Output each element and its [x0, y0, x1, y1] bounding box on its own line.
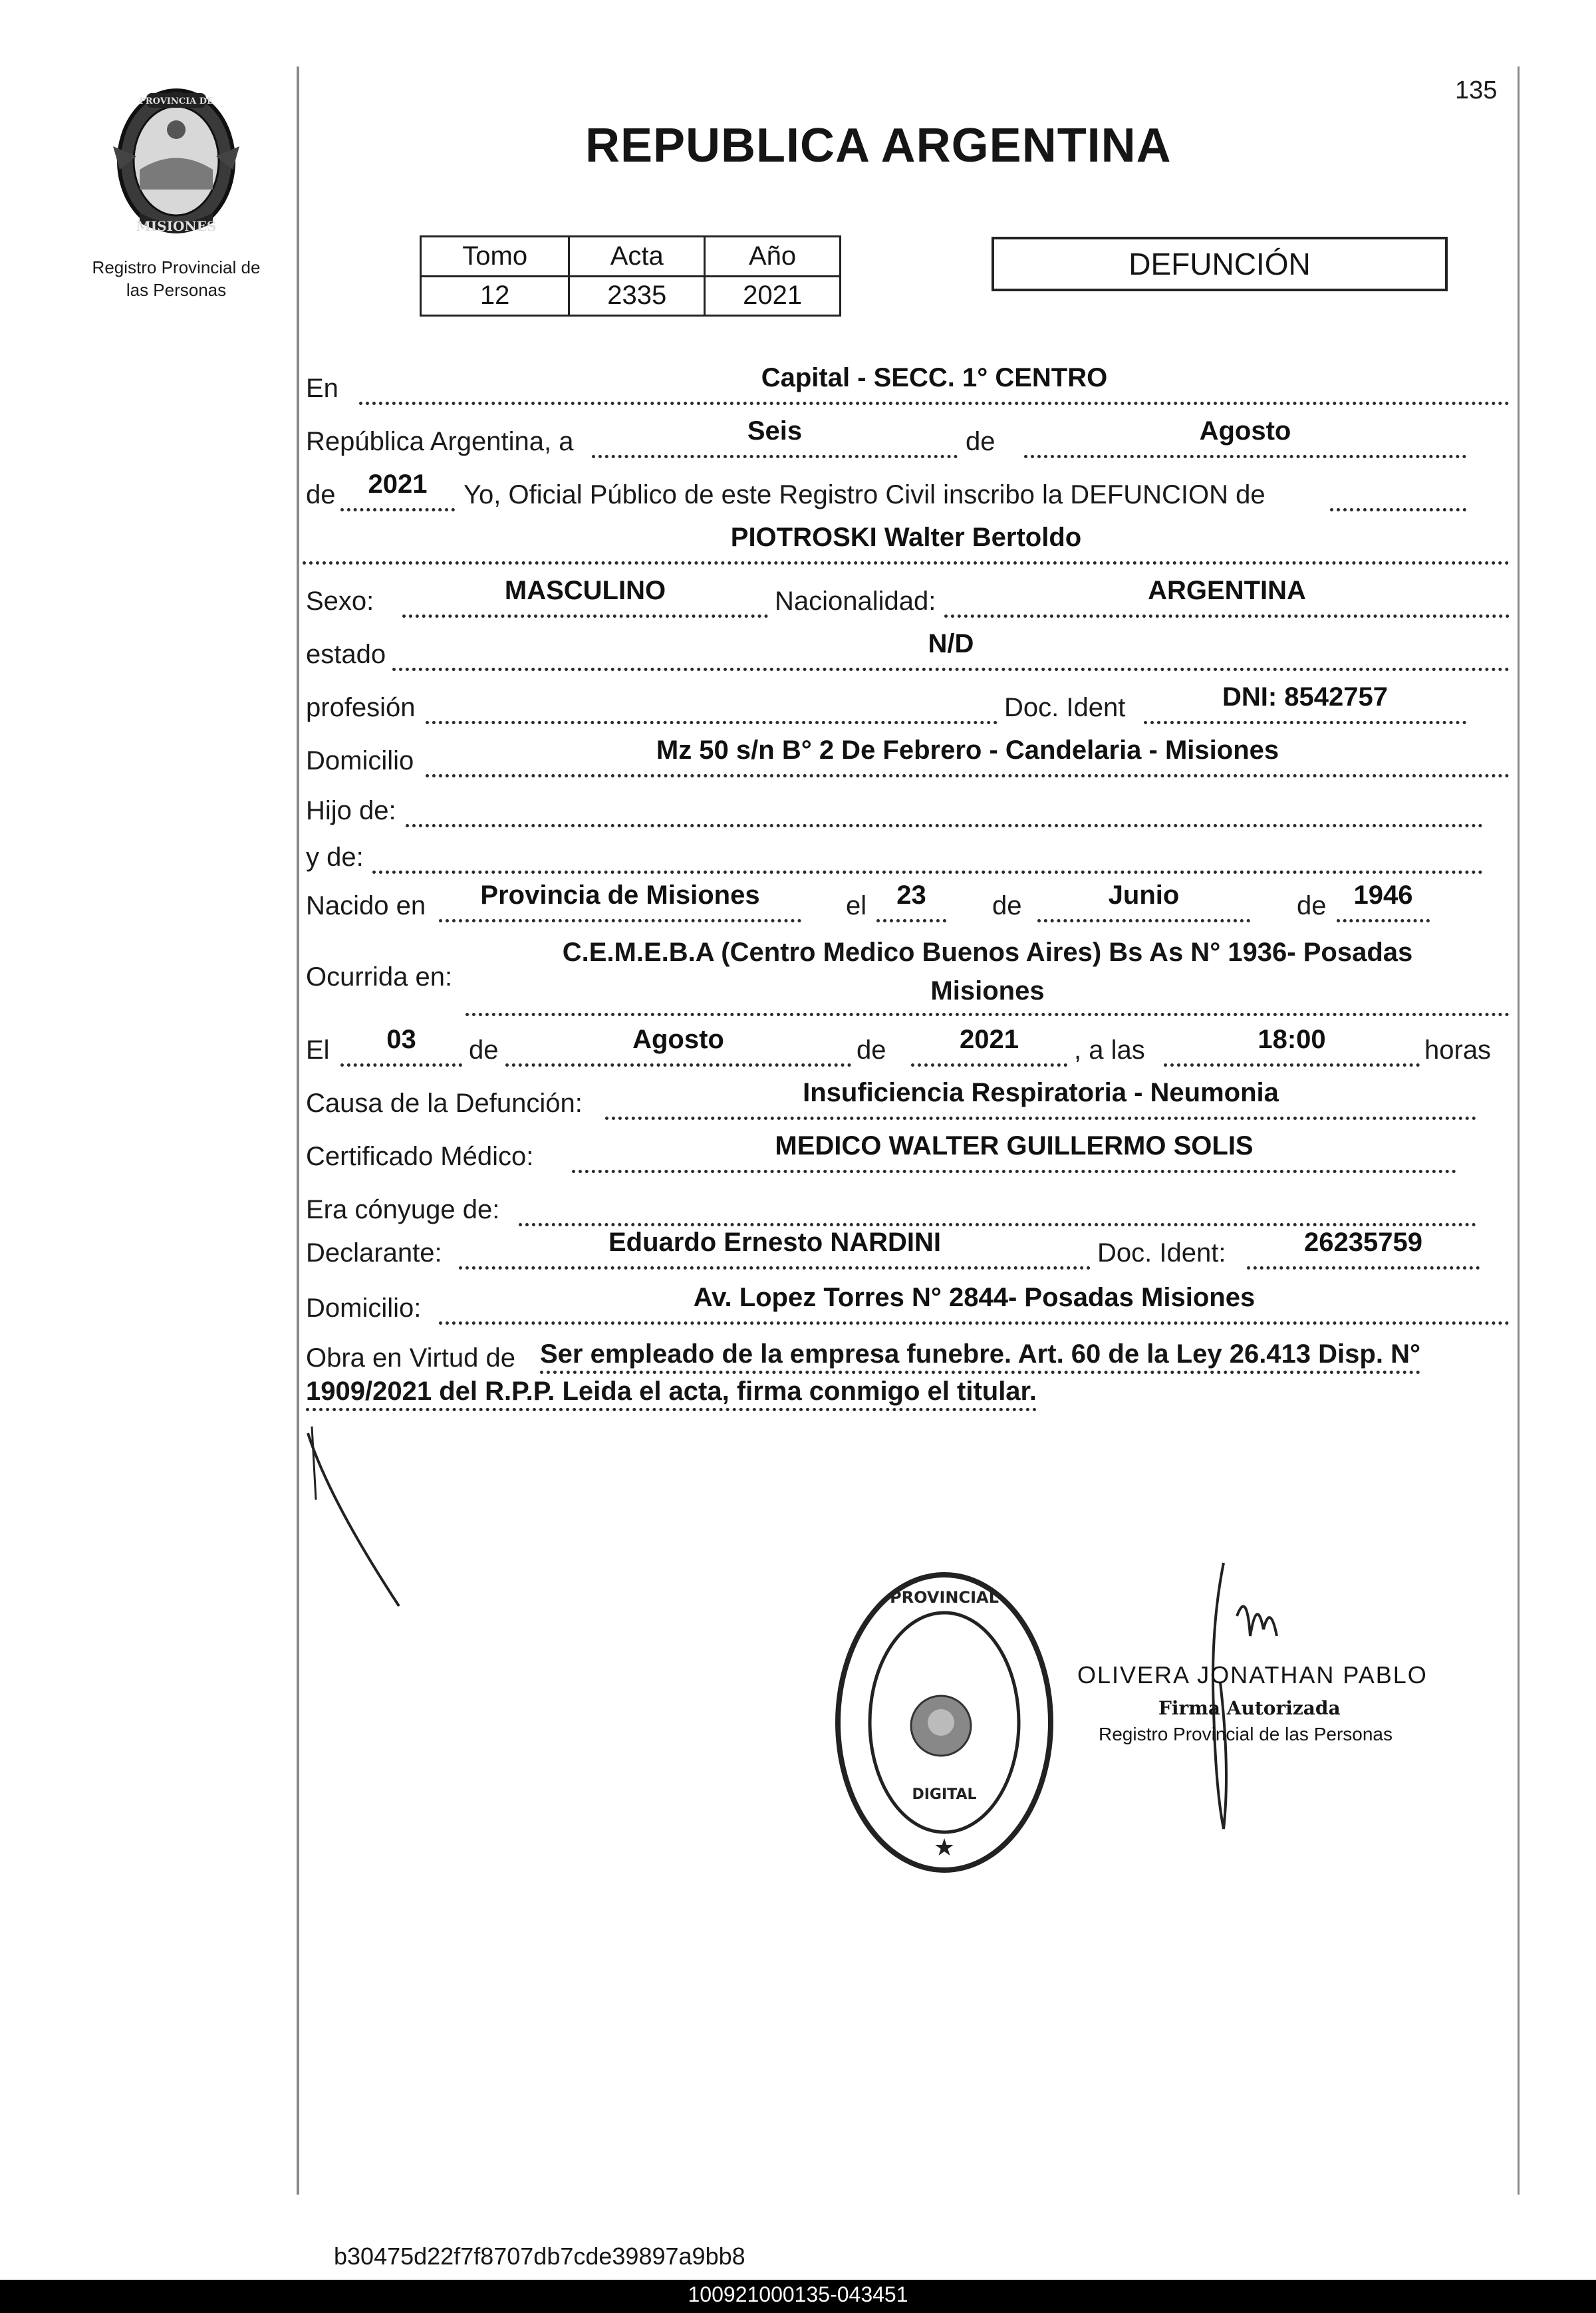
hijo-de-field: [406, 795, 1483, 827]
y-de-label: y de:: [306, 843, 364, 872]
nacido-anio-field: [1337, 881, 1430, 922]
a-las-label: , a las: [1074, 1035, 1145, 1065]
svg-text:★: ★: [933, 1834, 956, 1861]
doc-ident-value: DNI: 8542757: [1222, 682, 1389, 712]
dia-field: [592, 416, 958, 458]
fallecio-de-label-2: de: [857, 1035, 886, 1065]
estado-value: N/D: [928, 629, 974, 658]
de-label-2: de: [306, 480, 336, 509]
profesion-label: profesión: [306, 693, 416, 722]
declarante-domicilio-value: Av. Lopez Torres N° 2844- Posadas Misiones: [693, 1283, 1256, 1312]
profesion-field: [426, 692, 998, 724]
declarante-doc-label: Doc. Ident:: [1097, 1238, 1226, 1268]
fallecio-anio-value: 2021: [960, 1025, 1019, 1054]
horas-label: horas: [1424, 1035, 1492, 1065]
estado-field: [392, 629, 1510, 671]
lugar-field: [359, 363, 1510, 405]
dia-value: Seis: [747, 416, 803, 446]
nacido-anio-value: 1946: [1353, 881, 1413, 910]
causa-field: [605, 1078, 1476, 1120]
provincial-seal: [100, 83, 253, 239]
acta-value: 2335: [569, 276, 705, 316]
anio-value: 2021: [705, 276, 841, 316]
svg-text:MISIONES: MISIONES: [136, 218, 217, 234]
fallecio-dia-value: 03: [386, 1025, 416, 1054]
right-margin-line: [1518, 67, 1520, 2195]
document-hash: b30475d22f7f8707db7cde39897a9bb8: [334, 2243, 745, 2270]
tomo-value: 12: [421, 276, 569, 316]
registry-caption-line2: las Personas: [126, 280, 227, 300]
nombre-value: PIOTROSKI Walter Bertoldo: [730, 523, 1082, 552]
registry-caption: [73, 256, 279, 301]
registry-caption-line1: Registro Provincial de: [92, 257, 261, 277]
ocurrida-en-label: Ocurrida en:: [306, 962, 453, 992]
de-label-1: de: [966, 427, 996, 456]
barcode-text: 100921000135-043451: [688, 2282, 908, 2306]
fallecio-de-label-1: de: [469, 1035, 499, 1065]
ocurrida-line1: C.E.M.E.B.A (Centro Medico Buenos Aires) Bs As N° 1936- Posadas: [562, 938, 1413, 967]
nacido-de-label-2: de: [1297, 891, 1327, 920]
hora-field: [1164, 1025, 1420, 1067]
svg-text:PROVINCIA DE: PROVINCIA DE: [139, 96, 213, 106]
nombre-field: [303, 523, 1510, 565]
record-type-box: DEFUNCIÓN: [992, 237, 1448, 291]
signer-role: Firma Autorizada: [1158, 1697, 1341, 1719]
fallecio-dia-field: [340, 1025, 462, 1067]
certificado-value: MEDICO WALTER GUILLERMO SOLIS: [775, 1131, 1254, 1160]
ocurrida-field: [466, 933, 1510, 1016]
handwritten-signature: [1184, 1550, 1303, 1836]
svg-text:DIGITAL: DIGITAL: [912, 1786, 977, 1803]
cancel-stroke: [303, 1420, 409, 1613]
declarante-label: Declarante:: [306, 1238, 442, 1268]
yo-label: Yo, Oficial Público de este Registro Civil inscribo la DEFUNCION de: [464, 480, 1265, 509]
domicilio-value: Mz 50 s/n B° 2 De Febrero - Candelaria - Misiones: [656, 736, 1279, 765]
signer-name: OLIVERA JONATHAN PABLO: [1077, 1661, 1428, 1689]
seal-emblem-icon: [100, 83, 253, 239]
fallecio-mes-value: Agosto: [632, 1025, 724, 1054]
record-table-value-row: [421, 276, 841, 316]
declarante-doc-value: 26235759: [1304, 1228, 1422, 1257]
ocurrida-line2: Misiones: [930, 976, 1045, 1006]
obra-label: Obra en Virtud de: [306, 1343, 516, 1373]
record-table-header-row: [421, 237, 841, 277]
page-number: 135: [1455, 76, 1498, 104]
nacido-dia-value: 23: [896, 881, 926, 910]
digital-stamp: [831, 1569, 1057, 1875]
signer-office: Registro Provincial de las Personas: [1099, 1724, 1393, 1744]
anio-field: [340, 470, 455, 511]
country-title: REPUBLICA ARGENTINA: [585, 119, 1172, 172]
anio-value: 2021: [368, 470, 428, 499]
certificado-field: [572, 1131, 1456, 1173]
doc-ident-label: Doc. Ident: [1004, 693, 1126, 722]
sexo-value: MASCULINO: [504, 576, 666, 605]
mes-value: Agosto: [1199, 416, 1291, 446]
nacido-de-label-1: de: [992, 891, 1022, 920]
obra-line1: Ser empleado de la empresa funebre. Art. 60 de la Ley 26.413 Disp. N°: [540, 1339, 1420, 1374]
nacido-el-label: el: [846, 891, 867, 920]
nacido-en-value: Provincia de Misiones: [480, 881, 760, 910]
doc-ident-field: [1144, 682, 1466, 724]
nacido-en-label: Nacido en: [306, 891, 426, 920]
declarante-domicilio-field: [439, 1283, 1510, 1325]
declarante-value: Eduardo Ernesto NARDINI: [608, 1228, 942, 1257]
causa-value: Insuficiencia Respiratoria - Neumonia: [803, 1078, 1279, 1107]
nacionalidad-field: [944, 576, 1510, 618]
nacido-mes-value: Junio: [1108, 881, 1180, 910]
anio-header: Año: [705, 237, 841, 277]
estado-label: estado: [306, 640, 386, 669]
mes-field: [1024, 416, 1466, 458]
lugar-value: Capital - SECC. 1° CENTRO: [761, 363, 1108, 392]
nacionalidad-value: ARGENTINA: [1148, 576, 1306, 605]
causa-label: Causa de la Defunción:: [306, 1089, 583, 1118]
nacionalidad-label: Nacionalidad:: [775, 587, 936, 616]
sexo-field: [402, 576, 768, 618]
record-table: [420, 235, 841, 317]
left-margin-line: [297, 67, 299, 2195]
republica-label: República Argentina, a: [306, 427, 574, 456]
sexo-label: Sexo:: [306, 587, 374, 616]
acta-header: Acta: [569, 237, 705, 277]
obra-line2: 1909/2021 del R.P.P. Leida el acta, firma conmigo el titular.: [306, 1377, 1037, 1411]
nacido-dia-field: [876, 881, 946, 922]
certificado-label: Certificado Médico:: [306, 1142, 534, 1171]
y-de-field: [372, 841, 1483, 874]
yo-blank-field: [1330, 479, 1466, 511]
declarante-doc-field: [1247, 1228, 1480, 1270]
fallecio-mes-field: [505, 1025, 851, 1067]
nacido-en-field: [439, 881, 801, 922]
el-label: El: [306, 1035, 330, 1065]
hijo-de-label: Hijo de:: [306, 796, 396, 825]
hora-value: 18:00: [1258, 1025, 1326, 1054]
nacido-mes-field: [1037, 881, 1250, 922]
svg-text:PROVINCIAL: PROVINCIAL: [890, 1588, 999, 1607]
conyuge-field: [519, 1194, 1476, 1226]
domicilio-label: Domicilio: [306, 746, 414, 775]
conyuge-label: Era cónyuge de:: [306, 1195, 500, 1224]
declarante-field: [459, 1228, 1091, 1270]
fallecio-anio-field: [911, 1025, 1067, 1067]
tomo-header: Tomo: [421, 237, 569, 277]
domicilio-field: [426, 736, 1510, 777]
declarante-domicilio-label: Domicilio:: [306, 1293, 422, 1323]
en-label: En: [306, 374, 338, 403]
stamp-seal-icon: [831, 1569, 1057, 1875]
